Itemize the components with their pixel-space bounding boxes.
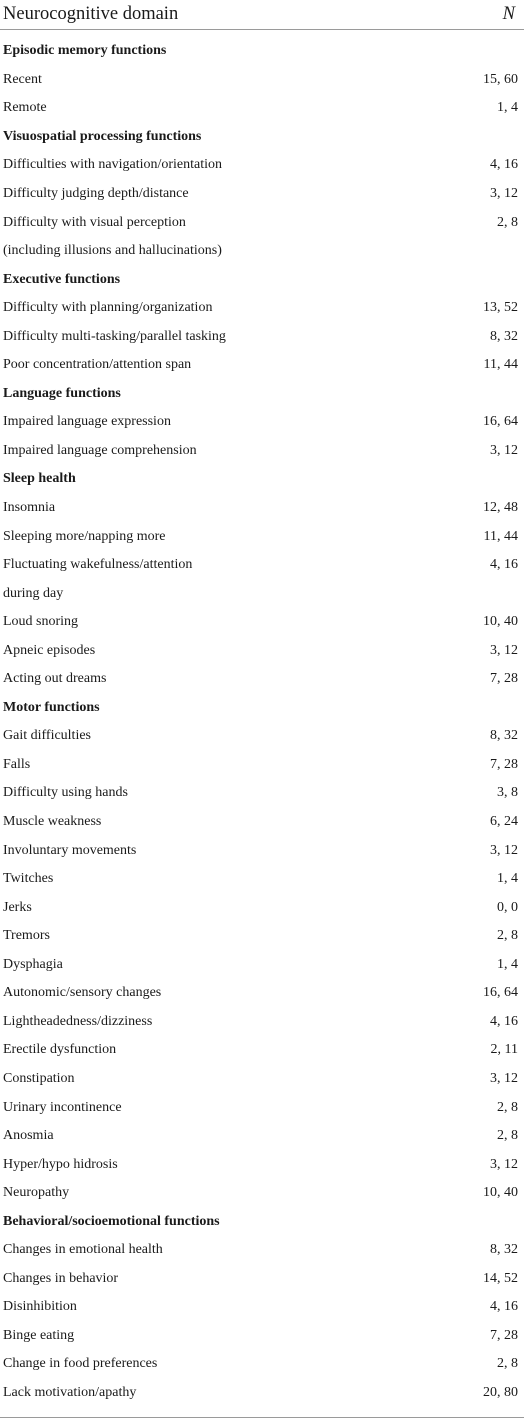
section-title: Visuospatial processing functions xyxy=(3,128,202,144)
row-label: Twitches xyxy=(3,871,54,887)
table-header xyxy=(0,0,524,30)
section-header-row xyxy=(0,1207,524,1236)
row-value: 10, 40 xyxy=(483,614,518,630)
row-label: Falls xyxy=(3,756,31,772)
row-value: 20, 80 xyxy=(483,1384,518,1400)
table-row xyxy=(0,1093,524,1122)
table-row xyxy=(0,1036,524,1065)
table-row xyxy=(0,208,524,237)
row-label: Muscle weakness xyxy=(3,814,102,830)
table-bottom-rule xyxy=(0,1417,524,1418)
table-row xyxy=(0,66,524,95)
row-value: 3, 12 xyxy=(490,442,518,458)
table-row xyxy=(0,1379,524,1408)
row-value: 11, 44 xyxy=(483,528,518,544)
table-row xyxy=(0,979,524,1008)
row-value: 2, 8 xyxy=(497,928,518,944)
row-label: Change in food preferences xyxy=(3,1356,158,1372)
table-row xyxy=(0,836,524,865)
table-row xyxy=(0,865,524,894)
table-row xyxy=(0,608,524,637)
row-label: Urinary incontinence xyxy=(3,1099,122,1115)
row-label: Lightheadedness/dizziness xyxy=(3,1013,153,1029)
table-row xyxy=(0,751,524,780)
row-value: 7, 28 xyxy=(490,756,518,772)
row-label: Involuntary movements xyxy=(3,842,137,858)
row-label: Difficulty with planning/organization xyxy=(3,300,213,316)
row-value: 13, 52 xyxy=(483,300,518,316)
row-value: 8, 32 xyxy=(490,328,518,344)
row-label: Acting out dreams xyxy=(3,671,107,687)
row-label: Autonomic/sensory changes xyxy=(3,985,162,1001)
row-label: Difficulty multi-tasking/parallel tasking xyxy=(3,328,226,344)
table-row xyxy=(0,151,524,180)
row-label: Fluctuating wakefulness/attention xyxy=(3,557,193,573)
row-label: during day xyxy=(3,585,64,601)
row-value: 4, 16 xyxy=(490,557,518,573)
table-row xyxy=(0,1008,524,1037)
row-value: 12, 48 xyxy=(483,500,518,516)
table-row xyxy=(0,1150,524,1179)
table-row xyxy=(0,1065,524,1094)
row-label: Gait difficulties xyxy=(3,728,91,744)
row-value: 16, 64 xyxy=(483,414,518,430)
section-header-row xyxy=(0,694,524,723)
row-value: 1, 4 xyxy=(497,100,518,116)
table-row xyxy=(0,94,524,123)
row-value: 2, 8 xyxy=(497,1356,518,1372)
section-title: Episodic memory functions xyxy=(3,43,167,59)
row-value: 4, 16 xyxy=(490,1299,518,1315)
row-value: 0, 0 xyxy=(497,899,518,915)
table-row xyxy=(0,180,524,209)
table-row xyxy=(0,893,524,922)
table-row xyxy=(0,922,524,951)
row-value: 2, 8 xyxy=(497,1099,518,1115)
row-label: Apneic episodes xyxy=(3,642,96,658)
row-label: Binge eating xyxy=(3,1327,75,1343)
section-title: Executive functions xyxy=(3,271,121,287)
row-label: Lack motivation/apathy xyxy=(3,1384,137,1400)
row-label: Sleeping more/napping more xyxy=(3,528,166,544)
row-label: Difficulty with visual perception xyxy=(3,214,186,230)
row-label: (including illusions and hallucinations) xyxy=(3,243,222,259)
row-label: Neuropathy xyxy=(3,1185,70,1201)
table-row xyxy=(0,1322,524,1351)
row-value: 7, 28 xyxy=(490,671,518,687)
table-body xyxy=(0,30,524,1407)
row-label: Disinhibition xyxy=(3,1299,77,1315)
table-row xyxy=(0,437,524,466)
row-label: Constipation xyxy=(3,1070,75,1086)
row-label: Remote xyxy=(3,100,47,116)
table-row xyxy=(0,351,524,380)
table-row xyxy=(0,579,524,608)
row-label: Recent xyxy=(3,71,42,87)
section-header-row xyxy=(0,265,524,294)
row-value: 10, 40 xyxy=(483,1185,518,1201)
table-row xyxy=(0,408,524,437)
table-row xyxy=(0,636,524,665)
section-header-row xyxy=(0,37,524,66)
row-value: 3, 12 xyxy=(490,642,518,658)
row-label: Difficulty using hands xyxy=(3,785,128,801)
table-row xyxy=(0,665,524,694)
row-label: Difficulties with navigation/orientation xyxy=(3,157,223,173)
n-column-header: N xyxy=(502,4,515,24)
section-title: Language functions xyxy=(3,385,121,401)
row-value: 1, 4 xyxy=(497,956,518,972)
row-value: 14, 52 xyxy=(483,1270,518,1286)
row-label: Tremors xyxy=(3,928,50,944)
row-value: 1, 4 xyxy=(497,871,518,887)
domain-column-header: Neurocognitive domain xyxy=(3,4,179,24)
row-label: Hyper/hypo hidrosis xyxy=(3,1156,118,1172)
row-value: 7, 28 xyxy=(490,1327,518,1343)
row-label: Dysphagia xyxy=(3,956,63,972)
row-value: 8, 32 xyxy=(490,1242,518,1258)
row-value: 3, 12 xyxy=(490,1070,518,1086)
section-header-row xyxy=(0,380,524,409)
table-row xyxy=(0,237,524,266)
section-title: Motor functions xyxy=(3,699,100,715)
table-row xyxy=(0,1122,524,1151)
row-label: Impaired language expression xyxy=(3,414,171,430)
table-row xyxy=(0,722,524,751)
table-row xyxy=(0,1236,524,1265)
table-row xyxy=(0,951,524,980)
row-label: Poor concentration/attention span xyxy=(3,357,192,373)
row-value: 8, 32 xyxy=(490,728,518,744)
table-row xyxy=(0,322,524,351)
table-row xyxy=(0,1350,524,1379)
row-label: Erectile dysfunction xyxy=(3,1042,117,1058)
row-label: Changes in behavior xyxy=(3,1270,119,1286)
row-label: Changes in emotional health xyxy=(3,1242,163,1258)
table-row xyxy=(0,1293,524,1322)
row-label: Impaired language comprehension xyxy=(3,442,197,458)
table-row xyxy=(0,1265,524,1294)
row-label: Anosmia xyxy=(3,1128,54,1144)
table-row xyxy=(0,779,524,808)
row-value: 3, 12 xyxy=(490,1156,518,1172)
table-row xyxy=(0,522,524,551)
row-label: Loud snoring xyxy=(3,614,79,630)
row-label: Jerks xyxy=(3,899,32,915)
row-value: 3, 12 xyxy=(490,186,518,201)
row-value: 11, 44 xyxy=(483,357,518,373)
section-header-row xyxy=(0,465,524,494)
row-label: Insomnia xyxy=(3,500,56,516)
table-row xyxy=(0,494,524,523)
row-value: 3, 8 xyxy=(497,785,518,801)
section-title: Behavioral/socioemotional functions xyxy=(3,1213,220,1229)
row-label: Difficulty judging depth/distance xyxy=(3,186,189,201)
table-row xyxy=(0,551,524,580)
row-value: 4, 16 xyxy=(490,1013,518,1029)
row-value: 16, 64 xyxy=(483,985,518,1001)
section-title: Sleep health xyxy=(3,471,76,487)
row-value: 2, 8 xyxy=(497,1128,518,1144)
row-value: 15, 60 xyxy=(483,71,518,87)
section-header-row xyxy=(0,123,524,152)
row-value: 2, 8 xyxy=(497,214,518,230)
row-value: 6, 24 xyxy=(490,814,518,830)
table-row xyxy=(0,294,524,323)
row-value: 4, 16 xyxy=(490,157,518,173)
row-value: 2, 11 xyxy=(490,1042,518,1058)
table-row xyxy=(0,1179,524,1208)
row-value: 3, 12 xyxy=(490,842,518,858)
table-row xyxy=(0,808,524,837)
